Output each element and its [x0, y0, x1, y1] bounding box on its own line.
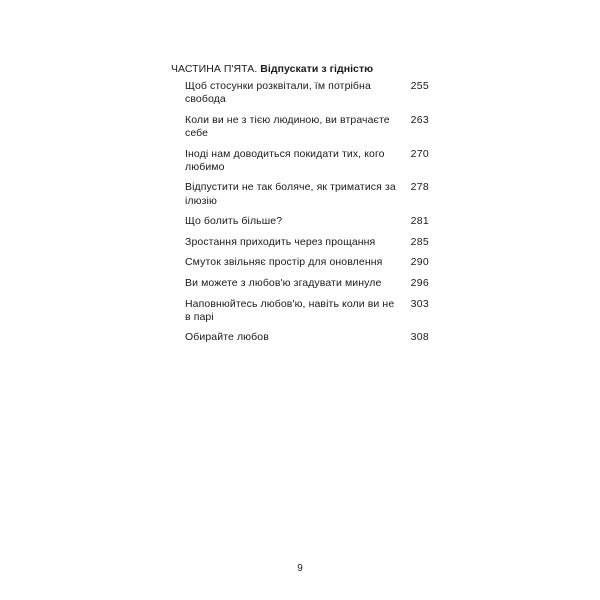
toc-entries [171, 80, 429, 345]
toc-entry-title: Щоб стосунки розквітали, їм потрібна свобода [185, 80, 371, 106]
toc-entry-page: 308 [410, 331, 429, 344]
toc-entry-page: 290 [410, 256, 429, 269]
page-number: 9 [297, 563, 303, 574]
table-of-contents [171, 62, 429, 352]
toc-entry-page: 281 [410, 215, 429, 228]
toc-entry [171, 236, 429, 249]
toc-entry-title: Іноді нам доводиться покидати тих, кого любимо [185, 147, 385, 173]
toc-entry-page: 285 [410, 235, 429, 248]
part-label: ЧАСТИНА П'ЯТА. [171, 63, 258, 75]
toc-entry-page: 270 [410, 147, 429, 160]
part-heading [171, 62, 429, 76]
toc-entry-title: Відпустити не так боляче, як триматися за ілюзію [185, 181, 396, 207]
toc-entry-title: Що болить більше? [185, 215, 283, 228]
part-name: Відпускати з гідністю [260, 63, 374, 75]
toc-entry-title: Смуток звільняє простір для оновлення [185, 256, 383, 269]
toc-entry-page: 263 [410, 113, 429, 126]
toc-entry-title: Коли ви не з тією людиною, ви втрачаєте себе [185, 113, 390, 139]
toc-entry-title: Наповнюйтесь любов'ю, навіть коли ви не в парі [185, 297, 395, 323]
toc-entry [171, 331, 429, 344]
toc-entry [171, 181, 429, 207]
toc-entry [171, 148, 429, 174]
toc-entry-page: 303 [410, 297, 429, 310]
toc-entry-page: 255 [410, 80, 429, 92]
toc-entry-title: Ви можете з любов'ю згадувати минуле [185, 276, 382, 289]
toc-entry [171, 256, 429, 269]
toc-entry-page: 278 [410, 181, 429, 194]
toc-entry [171, 80, 429, 106]
toc-entry-page: 296 [410, 276, 429, 289]
toc-entry-title: Обирайте любов [185, 331, 269, 344]
toc-entry [171, 277, 429, 290]
toc-entry [171, 215, 429, 228]
toc-entry [171, 114, 429, 140]
toc-entry [171, 298, 429, 324]
toc-entry-title: Зростання приходить через прощання [185, 235, 376, 248]
